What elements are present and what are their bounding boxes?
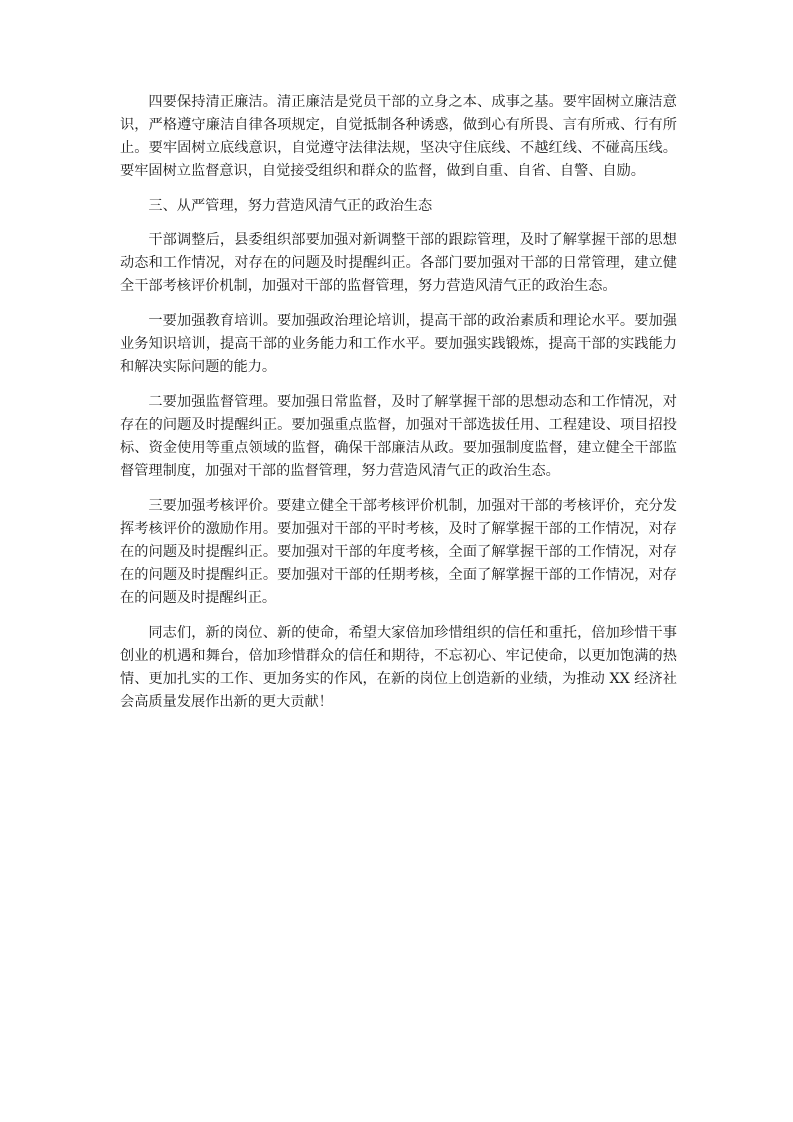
paragraph-assessment: 三要加强考核评价。要建立健全干部考核评价机制，加强对干部的考核评价，充分发挥考核评价的激励作用。要加强对干部的平时考核，及时了解掌握干部的工作情况，对存在的问题及时提醒纠正。要加强对干部的年度考核，全面了解掌握干部的工作情况，对存在的问题及时提醒纠正。要加强对干部的任期考核，全面了解掌握干部的工作情况，对存在的问题及时提醒纠正。	[120, 498, 677, 606]
paragraph-supervision: 二要加强监督管理。要加强日常监督，及时了解掌握干部的思想动态和工作情况，对存在的问题及时提醒纠正。要加强重点监督，加强对干部选拔任用、工程建设、项目招投标、资金使用等重点领域的监督，确保干部廉洁从政。要加强制度监督，建立健全干部监督管理制度，加强对干部的监督管理，努力营造风清气正的政治生态。	[120, 394, 677, 479]
paragraph-closing: 同志们，新的岗位、新的使命，希望大家倍加珍惜组织的信任和重托，倍加珍惜干事创业的机遇和舞台，倍加珍惜群众的信任和期待，不忘初心、牢记使命，以更加饱满的热情、更加扎实的工作、更加务实的作风，在新的岗位上创造新的业绩，为推动 XX 经济社会高质量发展作出新的更大贡献！	[120, 625, 677, 710]
section-heading-strict-management: 三、从严管理，努力营造风清气正的政治生态	[148, 198, 433, 214]
document-page	[120, 91, 677, 726]
paragraph-education-training: 一要加强教育培训。要加强政治理论培训，提高干部的政治素质和理论水平。要加强业务知识培训，提高干部的业务能力和工作水平。要加强实践锻炼，提高干部的实践能力和解决实际问题的能力。	[120, 313, 677, 375]
paragraph-cadre-tracking: 干部调整后，县委组织部要加强对新调整干部的跟踪管理，及时了解掌握干部的思想动态和工作情况，对存在的问题及时提醒纠正。各部门要加强对干部的日常管理，建立健全干部考核评价机制，加强对干部的监督管理，努力营造风清气正的政治生态。	[120, 232, 677, 294]
paragraph-integrity: 四要保持清正廉洁。清正廉洁是党员干部的立身之本、成事之基。要牢固树立廉洁意识，严格遵守廉洁自律各项规定，自觉抵制各种诱惑，做到心有所畏、言有所戒、行有所止。要牢固树立底线意识，自觉遵守法律法规，坚决守住底线、不越红线、不碰高压线。要牢固树立监督意识，自觉接受组织和群众的监督，做到自重、自省、自警、自励。	[120, 94, 677, 179]
